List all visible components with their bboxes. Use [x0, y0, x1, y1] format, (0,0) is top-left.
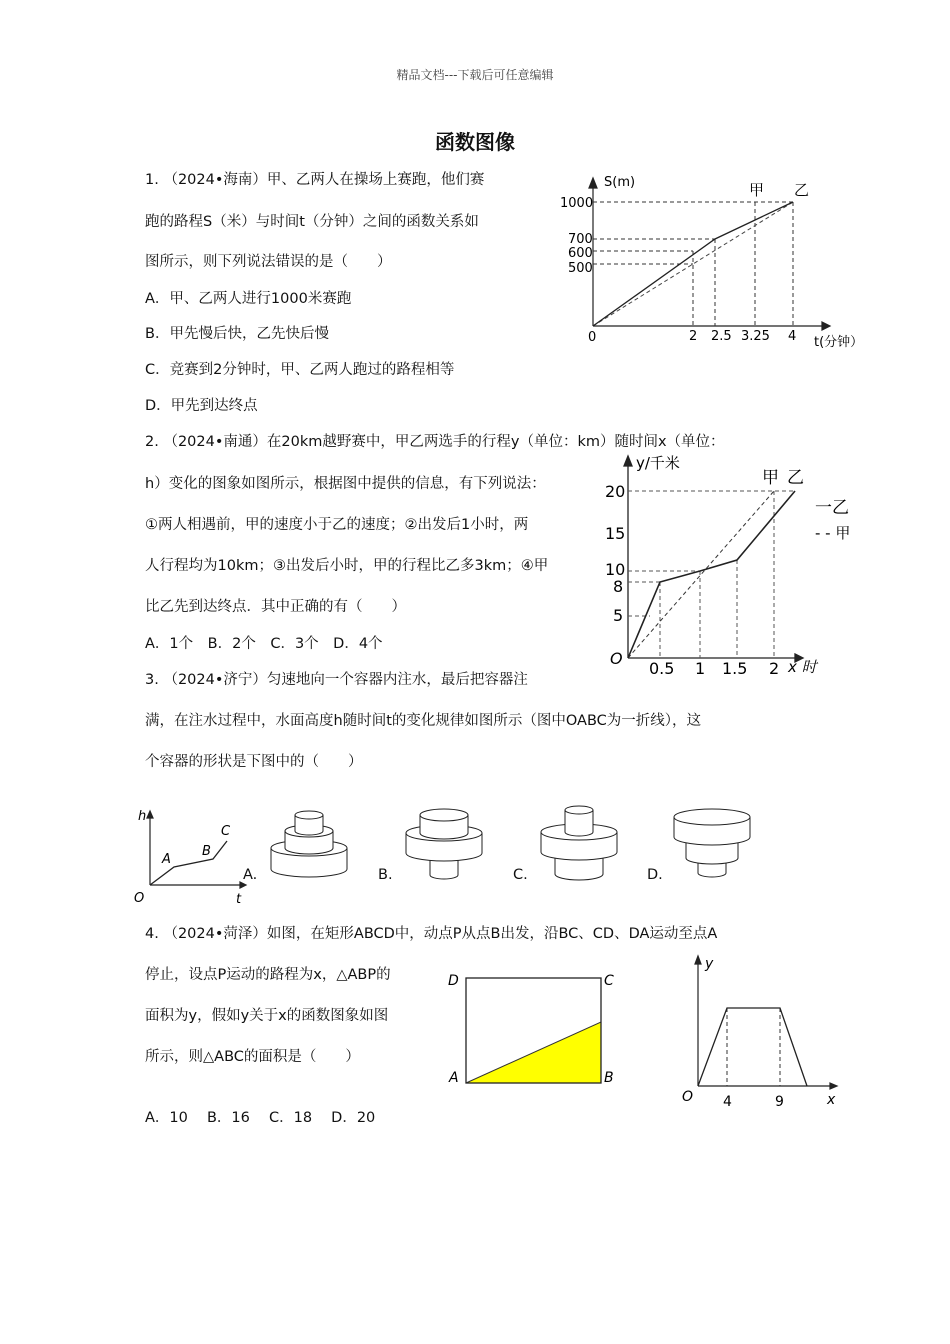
q1-xtick-2: 2 [689, 329, 698, 344]
q4-y-label: y [705, 956, 714, 972]
q1-origin: 0 [588, 330, 597, 345]
q3-graph [128, 803, 248, 908]
q1-y-arrow [589, 178, 597, 188]
q3-c-label: C [221, 824, 231, 839]
q1-ytick-700: 700 [568, 232, 593, 247]
q2-line-5: 比乙先到达终点．其中正确的有（ ） [145, 599, 406, 615]
q1-x-arrow [822, 322, 830, 330]
q4-graph [670, 950, 845, 1110]
q4-xtick-9: 9 [775, 1094, 784, 1110]
q4-line-4: 所示，则△ABC的面积是（ ） [145, 1049, 360, 1065]
q2-graph [600, 450, 870, 685]
q3-h-label: h [138, 809, 147, 824]
q2-ytick-10: 10 [605, 560, 626, 579]
q3-h-arrow [147, 811, 153, 818]
q2-legend-jia: - - 甲 [815, 524, 851, 542]
q2-ytick-20: 20 [605, 482, 626, 501]
q1-ylabel: S(m) [604, 175, 636, 190]
q3-b-label: B [202, 844, 211, 859]
q3-choice-b: B. [378, 867, 393, 883]
q4-line-3: 面积为y，假如y关于x的函数图象如图 [145, 1008, 389, 1024]
q2-line-2: h）变化的图象如图所示，根据图中提供的信息，有下列说法： [145, 476, 546, 492]
q4-options: A．10 B．16 C．18 D．20 [145, 1110, 376, 1126]
q2-line-jia [628, 491, 774, 658]
q4-label-c: C [604, 973, 614, 989]
q3-container-a [265, 803, 355, 888]
page-header: 精品文档---下载后可任意编辑 [396, 68, 554, 82]
q2-ylabel: y/千米 [636, 454, 680, 472]
q1-line-1: 1. （2024•海南）甲、乙两人在操场上赛跑，他们赛 [145, 172, 485, 188]
q2-legend-yi: 一乙 [815, 498, 849, 518]
q2-xtick-1: 1 [695, 659, 706, 678]
q1-xtick-3.25: 3.25 [741, 329, 770, 344]
q1-xtick-4: 4 [788, 329, 797, 344]
q3-container-d [668, 803, 758, 888]
q2-xlabel: x 时 [788, 658, 817, 676]
q2-ytick-15: 15 [605, 524, 626, 543]
page-title: 函数图像 [435, 130, 515, 154]
q4-xtick-4: 4 [723, 1094, 732, 1110]
q2-line-3: ①两人相遇前，甲的速度小于乙的速度；②出发后1小时，两 [145, 517, 529, 533]
q3-container-b [400, 803, 490, 888]
q4-label-d: D [448, 973, 459, 989]
q1-option-a: A．甲、乙两人进行1000米赛跑 [145, 291, 352, 307]
q3-line-2: 满，在注水过程中，水面高度h随时间t的变化规律如图所示（图中OABC为一折线），这 [145, 713, 702, 729]
q3-choice-d: D. [647, 867, 663, 883]
q3-line-1: 3. （2024•济宁）匀速地向一个容器内注水，最后把容器注 [145, 672, 528, 688]
q2-label-yi: 乙 [787, 468, 804, 488]
q2-line-4: 人行程均为10km；③出发后小时，甲的行程比乙多3km；④甲 [145, 558, 549, 574]
q4-rectangle-figure [440, 965, 630, 1093]
q2-options: A．1个 B．2个 C．3个 D．4个 [145, 636, 383, 652]
q4-label-b: B [604, 1070, 614, 1086]
q2-line-yi [628, 491, 795, 658]
q4-o-label: O [682, 1089, 694, 1105]
q2-xtick-0.5: 0.5 [649, 659, 675, 678]
q2-y-arrow [624, 456, 632, 466]
q2-ytick-5: 5 [613, 606, 624, 625]
q1-graph [560, 168, 880, 358]
q1-xtick-2.5: 2.5 [711, 329, 732, 344]
q1-option-d: D．甲先到达终点 [145, 398, 258, 414]
q2-xtick-1.5: 1.5 [722, 659, 748, 678]
q1-label-yi: 乙 [794, 181, 810, 199]
q4-x-arrow [830, 1083, 837, 1089]
q1-option-b: B．甲先慢后快，乙先快后慢 [145, 326, 329, 342]
q1-xlabel: t(分钟） [814, 335, 864, 350]
q2-line-1: 2. （2024•南通）在20km越野赛中，甲乙两选手的行程y（单位：km）随时间x（单位： [145, 434, 725, 450]
q3-o-label: O [134, 891, 145, 906]
q3-container-c [535, 800, 625, 888]
q3-choice-a: A. [243, 867, 258, 883]
q3-choice-c: C. [513, 867, 528, 883]
q2-xtick-2: 2 [769, 659, 780, 678]
q2-ytick-8: 8 [613, 577, 624, 596]
q3-line-3: 个容器的形状是下图中的（ ） [145, 754, 363, 770]
q2-label-jia: 甲 [762, 468, 779, 488]
q4-triangle-abp [466, 1022, 601, 1083]
q1-ytick-600: 600 [568, 246, 593, 261]
q1-line-2: 跑的路程S（米）与时间t（分钟）之间的函数关系如 [145, 214, 479, 230]
q4-y-arrow [695, 956, 701, 964]
q4-function-line [698, 1008, 807, 1086]
q1-ytick-500: 500 [568, 261, 593, 276]
q1-line-3: 图所示，则下列说法错误的是（ ） [145, 254, 392, 270]
q1-option-c: C．竞赛到2分钟时，甲、乙两人跑过的路程相等 [145, 362, 455, 378]
q1-label-jia: 甲 [749, 181, 765, 199]
q4-label-a: A [449, 1070, 459, 1086]
q4-x-label: x [827, 1092, 836, 1108]
q3-t-label: t [236, 892, 242, 907]
q1-ytick-1000: 1000 [560, 196, 594, 211]
q4-line-2: 停止，设点P运动的路程为x，△ABP的 [145, 967, 391, 983]
q4-line-1: 4. （2024•菏泽）如图，在矩形ABCD中，动点P从点B出发，沿BC、CD、DA运动至点A [145, 926, 718, 942]
q3-a-label: A [162, 852, 171, 867]
q2-origin: O [610, 649, 623, 668]
